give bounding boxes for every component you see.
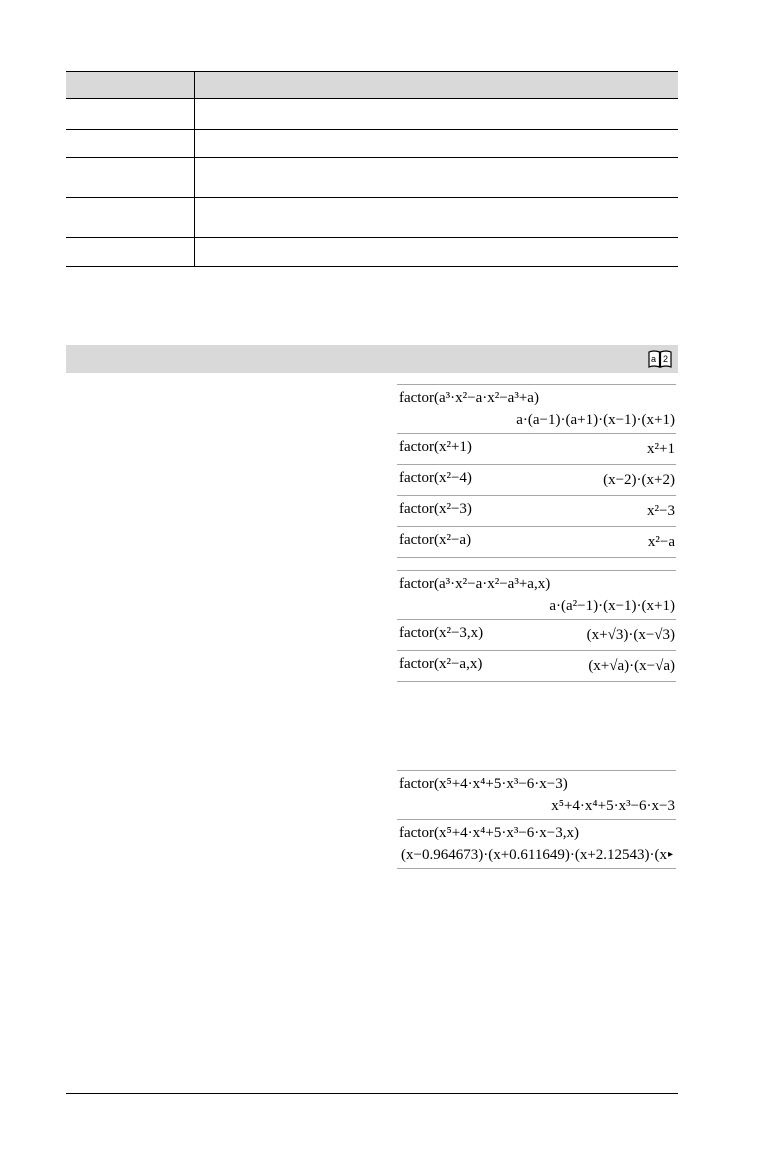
example-command: factor(x²−4) (399, 470, 472, 486)
svg-text:a: a (651, 354, 657, 364)
table-cell (195, 238, 679, 267)
table-cell (195, 130, 679, 158)
example-result: a·(a²−1)·(x−1)·(x+1) (549, 598, 675, 614)
example-row (397, 620, 676, 651)
codes-table (66, 71, 678, 267)
table-cell (66, 238, 195, 267)
example-row (397, 465, 676, 496)
example-command: factor(x²−3) (399, 501, 472, 517)
table-header-row (66, 72, 678, 99)
table-row (66, 99, 678, 130)
example-command: factor(x⁵+4·x⁴+5·x³−6·x−3,x) (399, 825, 579, 841)
example-row (397, 770, 676, 820)
table-cell (66, 99, 195, 130)
table-cell (195, 198, 679, 238)
example-result: a·(a−1)·(a+1)·(x−1)·(x+1) (516, 412, 675, 428)
example-result: x²−a (647, 534, 675, 550)
example-result: x⁵+4·x⁴+5·x³−6·x−3 (551, 798, 675, 814)
table-header-cell (66, 72, 195, 99)
example-panel-basic-factor (397, 384, 676, 558)
example-result-truncated: (x−0.964673)·(x+0.611649)·(x+2.12543)·(x ▸ (401, 846, 673, 866)
table-row (66, 158, 678, 198)
example-row (397, 384, 676, 434)
example-row (397, 527, 676, 558)
table-cell (66, 198, 195, 238)
example-result: x²−3 (647, 503, 675, 519)
example-panel-approximate-factor (397, 770, 676, 869)
table-cell (66, 158, 195, 198)
catalog-book-icon (648, 349, 672, 369)
svg-text:2: 2 (663, 354, 669, 364)
example-command: factor(x²+1) (399, 439, 472, 455)
table-cell (195, 99, 679, 130)
example-panel-factor-by-variable (397, 570, 676, 682)
example-row (397, 570, 676, 620)
example-command: factor(a³·x²−a·x²−a³+a) (399, 390, 539, 406)
example-command: factor(x²−a,x) (399, 656, 483, 672)
example-command: factor(a³·x²−a·x²−a³+a,x) (399, 576, 551, 592)
example-row (397, 496, 676, 527)
table-header-cell (195, 72, 679, 99)
example-row (397, 651, 676, 682)
table-row (66, 238, 678, 267)
table-cell (66, 130, 195, 158)
table-row (66, 198, 678, 238)
section-header-bar (66, 345, 678, 373)
example-result: (x−2)·(x+2) (603, 472, 675, 488)
example-row (397, 434, 676, 465)
example-row (397, 820, 676, 869)
example-command: factor(x²−a) (399, 532, 472, 548)
table-row (66, 130, 678, 158)
example-command: factor(x⁵+4·x⁴+5·x³−6·x−3) (399, 776, 568, 792)
example-command: factor(x²−3,x) (399, 625, 484, 641)
example-result: (x+√3)·(x−√3) (586, 627, 675, 643)
example-result: x²+1 (647, 441, 675, 457)
table-cell (195, 158, 679, 198)
example-result: (x+√a)·(x−√a) (588, 658, 675, 674)
footer-divider (66, 1093, 678, 1094)
